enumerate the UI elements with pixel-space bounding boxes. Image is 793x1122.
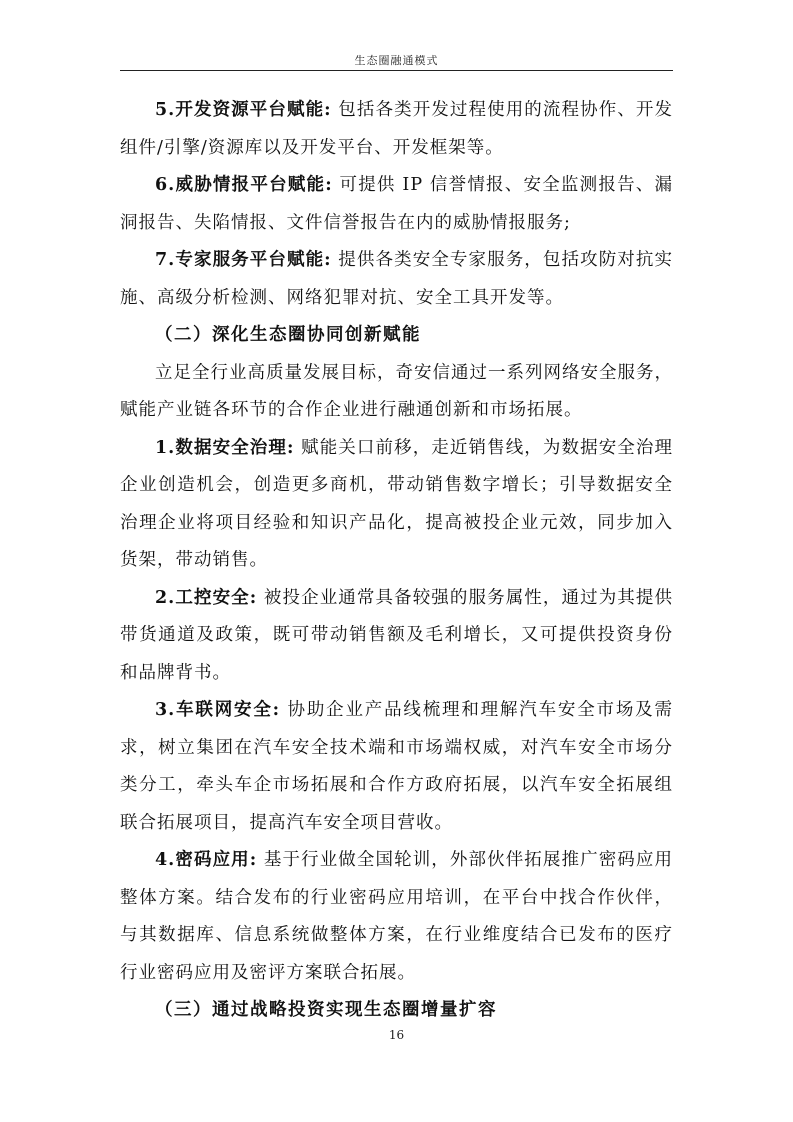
section-heading-2: （二）深化生态圈协同创新赋能	[155, 325, 421, 345]
body-content	[120, 92, 673, 1030]
paragraph-lead: 4.密码应用:	[155, 850, 258, 870]
paragraph-crypto	[120, 842, 673, 992]
paragraph-threat-intel	[120, 167, 673, 242]
paragraph-iov-security	[120, 692, 673, 842]
paragraph-lead: 3.车联网安全:	[155, 700, 281, 720]
header-rule	[120, 70, 673, 71]
paragraph-lead: 6.威胁情报平台赋能:	[155, 175, 333, 195]
paragraph-lead: 1.数据安全治理:	[155, 437, 295, 458]
paragraph-text: 包括各类开发过程使用的流程协作、开发组件/引擎/资源库以及开发平台、开发框架等。	[120, 100, 674, 158]
paragraph-text: 立足全行业高质量发展目标，奇安信通过一系列网络安全服务，赋能产业链各环节的合作企业进行融通创新和市场拓展。	[120, 362, 673, 420]
paragraph-text: 可提供 IP 信誉情报、安全监测报告、漏洞报告、失陷情报、文件信誉报告在内的威胁情报服务;	[120, 175, 674, 233]
paragraph-data-security	[120, 430, 673, 580]
running-header: 生态圈融通模式	[354, 54, 439, 67]
paragraph-lead: 5.开发资源平台赋能:	[155, 100, 332, 120]
paragraph-text: 赋能关口前移，走近销售线，为数据安全治理企业创造机会，创造更多商机，带动销售数字增长；引导数据安全治理企业将项目经验和知识产品化，提高被投企业元效，同步加入货架，带动销售。	[120, 437, 674, 570]
paragraph-text: 协助企业产品线梳理和理解汽车安全市场及需求，树立集团在汽车安全技术端和市场端权威，对汽车安全市场分类分工，牵头车企市场拓展和合作方政府拓展，以汽车安全拓展组联合拓展项目，提高汽车安全项目营收。	[120, 700, 673, 833]
paragraph-dev-resource	[120, 92, 673, 167]
paragraph-text: 被投企业通常具备较强的服务属性，通过为其提供带货通道及政策，既可带动销售额及毛利增长，又可提供投资身份和品牌背书。	[120, 587, 673, 683]
paragraph-text: 提供各类安全专家服务，包括攻防对抗实施、高级分析检测、网络犯罪对抗、安全工具开发等。	[120, 250, 674, 308]
paragraph-intro	[120, 355, 673, 430]
paragraph-lead: 7.专家服务平台赋能:	[155, 250, 332, 270]
paragraph-text: 基于行业做全国轮训，外部伙伴拓展推广密码应用整体方案。结合发布的行业密码应用培训，在平台中找合作伙伴，与其数据库、信息系统做整体方案，在行业维度结合已发布的医疗行业密码应用及密评方案联合拓展。	[120, 850, 673, 983]
section-heading-3: （三）通过战略投资实现生态圈增量扩容	[155, 1000, 497, 1020]
paragraph-ics-security	[120, 580, 673, 693]
page-number: 16	[388, 1028, 405, 1042]
paragraph-lead: 2.工控安全:	[155, 587, 258, 608]
paragraph-expert-service	[120, 242, 673, 317]
